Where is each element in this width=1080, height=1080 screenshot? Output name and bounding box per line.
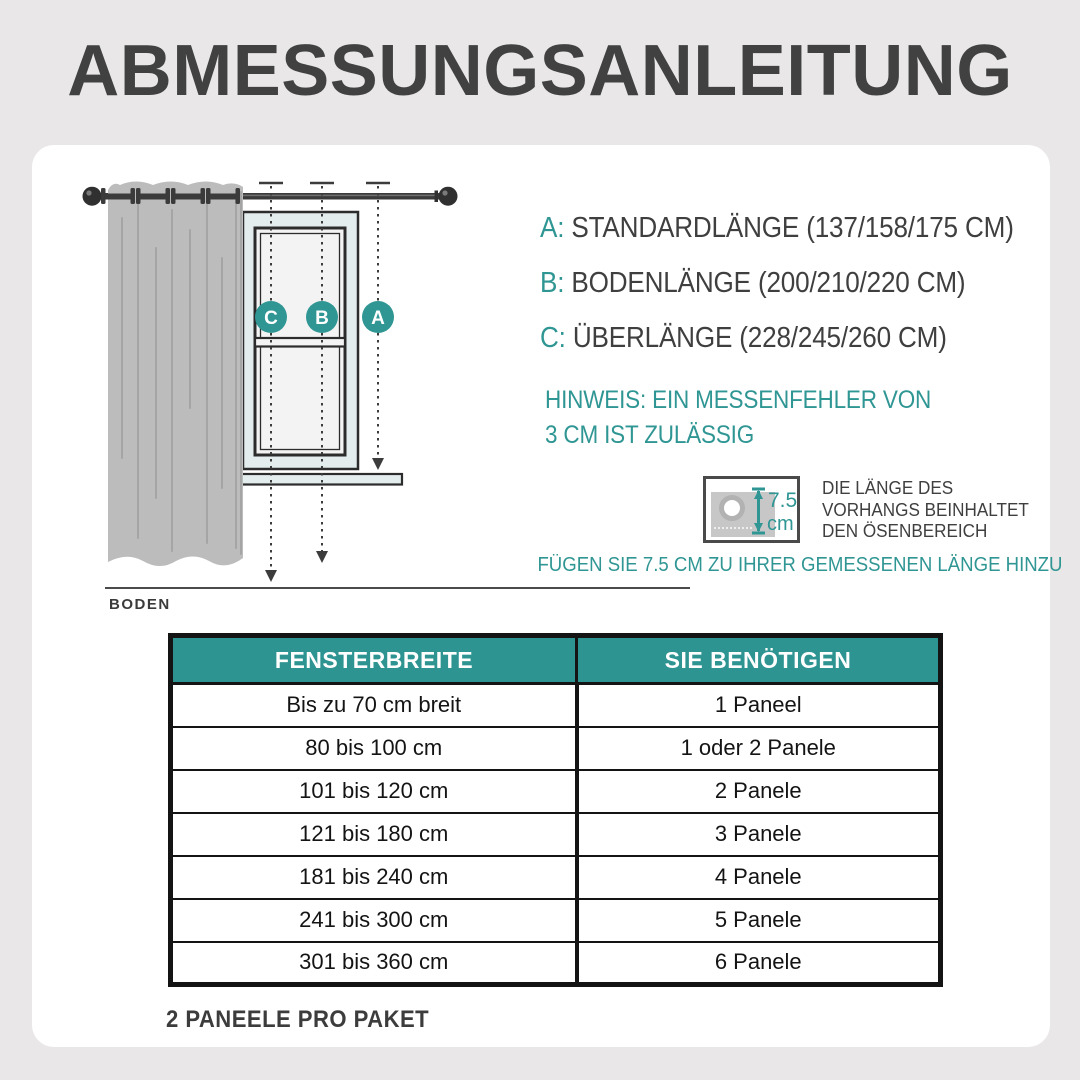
table-row — [171, 813, 941, 856]
table-row — [171, 770, 941, 813]
cell-panels: 1 Paneel — [577, 684, 941, 727]
grommet-stitch-line — [714, 527, 752, 529]
rod-finial-right — [439, 187, 458, 206]
grommet-ring-icon — [719, 495, 745, 521]
legend-line-b — [540, 267, 965, 300]
cell-width: 301 bis 360 cm — [171, 942, 577, 985]
cell-width: 241 bis 300 cm — [171, 899, 577, 942]
table-row — [171, 727, 941, 770]
legend-key-c: C: — [540, 322, 566, 354]
cell-width: 101 bis 120 cm — [171, 770, 577, 813]
cell-width: 181 bis 240 cm — [171, 856, 577, 899]
grommet-length-note — [822, 478, 1029, 543]
legend-line-c — [540, 322, 947, 355]
grommet-measure-arrow-icon — [750, 487, 768, 535]
add-length-note: FÜGEN SIE 7.5 CM ZU IHRER GEMESSENEN LÄNGE HINZU — [537, 554, 1063, 576]
rod-finial-left — [83, 187, 102, 206]
table-row — [171, 899, 941, 942]
legend-text-b: BODENLÄNGE (200/210/220 CM) — [571, 267, 966, 299]
cell-panels: 3 Panele — [577, 813, 941, 856]
legend-text-a: STANDARDLÄNGE (137/158/175 CM) — [571, 212, 1014, 244]
page-title: ABMESSUNGSANLEITUNG — [67, 31, 1013, 111]
curtain-panel — [108, 182, 243, 567]
measure-tolerance-note-line1: HINWEIS: EIN MESSENFEHLER VON — [545, 386, 932, 414]
table-header-row — [171, 636, 941, 684]
badge-c-label: C — [264, 308, 278, 329]
cell-panels: 5 Panele — [577, 899, 941, 942]
cell-width: Bis zu 70 cm breit — [171, 684, 577, 727]
table-row — [171, 684, 941, 727]
badge-a-label: A — [371, 308, 385, 329]
badge-b-label: B — [315, 308, 329, 329]
arrow-a — [372, 458, 384, 470]
table-row — [171, 942, 941, 985]
panels-per-package-note: 2 PANEELE PRO PAKET — [166, 1006, 430, 1033]
legend-line-a — [540, 212, 1014, 245]
cell-width: 80 bis 100 cm — [171, 727, 577, 770]
cell-panels: 6 Panele — [577, 942, 941, 985]
grommet-note-line1: DIE LÄNGE DES — [822, 478, 954, 498]
arrow-b — [316, 551, 328, 563]
measure-tolerance-note-line2: 3 CM IST ZULÄSSIG — [545, 421, 755, 449]
cell-width: 121 bis 180 cm — [171, 813, 577, 856]
legend-key-a: A: — [540, 212, 565, 244]
measure-badges — [255, 301, 394, 333]
grommet-measure-value: 7.5 — [768, 489, 798, 512]
legend-text-c: ÜBERLÄNGE (228/245/260 CM) — [572, 322, 947, 354]
floor-label: BODEN — [109, 596, 171, 613]
header-fensterbreite: FENSTERBREITE — [171, 636, 577, 684]
grommet-note-line2: VORHANGS BEINHALTET — [822, 499, 1029, 520]
cell-panels: 1 oder 2 Panele — [577, 727, 941, 770]
legend-key-b: B: — [540, 267, 565, 299]
grommet-measure-unit: cm — [767, 513, 794, 535]
panel-size-table — [168, 633, 943, 987]
cell-panels: 2 Panele — [577, 770, 941, 813]
table-row — [171, 856, 941, 899]
header-sie-benoetigen: SIE BENÖTIGEN — [577, 636, 941, 684]
grommet-icon — [703, 476, 800, 543]
grommet-note-line3: DEN ÖSENBEREICH — [822, 521, 988, 541]
window-sill — [240, 474, 402, 485]
arrow-c — [265, 570, 277, 582]
cell-panels: 4 Panele — [577, 856, 941, 899]
